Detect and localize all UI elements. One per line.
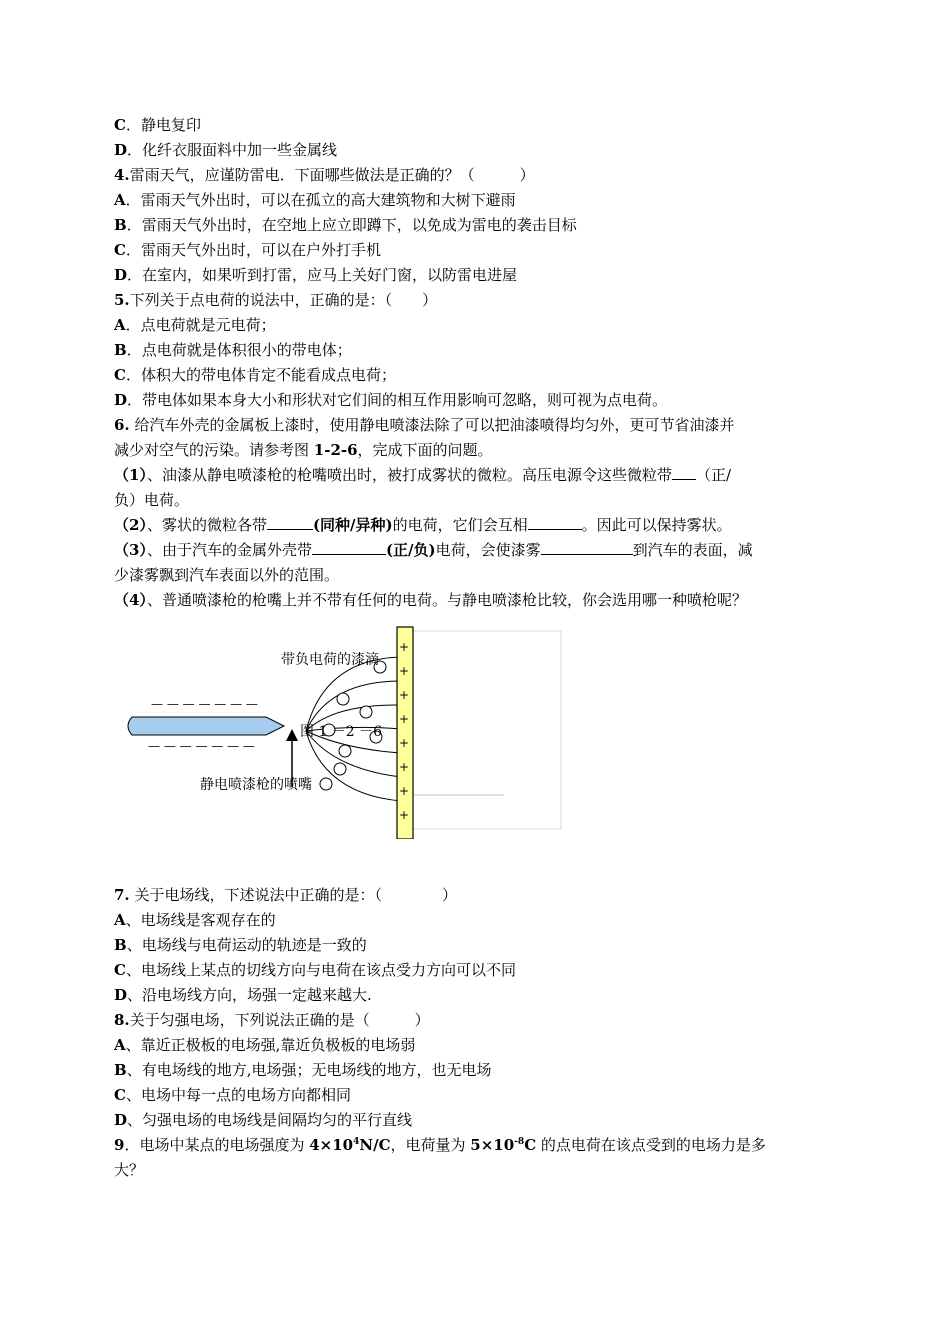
sub-question-1-cont: 负）电荷。: [114, 491, 190, 509]
plate-sign: +: [399, 736, 410, 750]
plate-sign: +: [399, 760, 410, 774]
question-stem: 6. 给汽车外壳的金属板上漆时，使用静电喷漆法除了可以把油漆喷得均匀外，更可节省油漆并: [114, 416, 735, 434]
sub-question-3-cont: 少漆雾飘到汽车表面以外的范围。: [114, 566, 340, 584]
sub-question-2: （2）、雾状的微粒各带 (同种/异种)的电荷，它们会互相 。因此可以保持雾状。: [114, 516, 732, 534]
nozzle-arrow-head: [286, 729, 298, 741]
spray-gun-figure: [114, 619, 814, 849]
sub-question-1: （1）、油漆从静电喷漆枪的枪嘴喷出时，被打成雾状的微粒。高压电源令这些微粒带 （正/: [114, 466, 732, 484]
car-body-outline: [409, 631, 561, 829]
question-9-cont: 大？: [114, 1161, 145, 1179]
question-6: [114, 413, 814, 849]
option-line: A、电场线是客观存在的: [114, 911, 276, 929]
answer-blank[interactable]: [541, 540, 633, 555]
plate-sign: +: [399, 712, 410, 726]
plate-sign: +: [399, 664, 410, 678]
plate-sign: +: [399, 688, 410, 702]
option-line: A．雷雨天气外出时，可以在孤立的高大建筑物和大树下避雨: [114, 191, 516, 209]
plate-sign: +: [399, 784, 410, 798]
question-stem: 8.关于匀强电场，下列说法正确的是（ ）: [114, 1011, 430, 1029]
spray-gun-body: [128, 717, 284, 735]
question-block-top: [114, 113, 814, 413]
answer-blank[interactable]: [528, 515, 582, 530]
question-stem: 7. 关于电场线，下述说法中正确的是：（ ）: [114, 886, 457, 904]
question-9: 9．电场中某点的电场强度为 $4\times 10^4N/C$，电荷量为 $5\times 10^{-8}C$ 的点电荷在该点受到的电场力是多: [114, 1136, 766, 1154]
negative-charge-row-bottom: — — — — — — —: [148, 739, 255, 753]
sub-question-4: （4）、普通喷漆枪的枪嘴上并不带有任何的电荷。与静电喷漆枪比较，你会选用哪一种喷枪呢？: [114, 591, 747, 609]
answer-blank[interactable]: [672, 465, 696, 480]
option-line: D．在室内，如果听到打雷，应马上关好门窗，以防雷电进屋: [114, 266, 518, 284]
question-stem-cont: 减少对空气的污染。请参考图 1-2-6，完成下面的问题。: [114, 441, 493, 459]
option-line: C．静电复印: [114, 116, 201, 134]
question-stem: 4.雷雨天气，应谨防雷电．下面哪些做法是正确的？（ ）: [114, 166, 535, 184]
negative-charge-row-top: — — — — — — —: [151, 697, 258, 711]
option-line: D、沿电场线方向，场强一定越来越大.: [114, 986, 372, 1004]
paint-droplet-label: 带负电荷的漆滴: [281, 652, 379, 668]
option-line: A、靠近正极板的电场强,靠近负极板的电场弱: [114, 1036, 416, 1054]
answer-blank[interactable]: [267, 515, 313, 530]
question-block-bottom: [114, 883, 814, 1183]
option-line: C、电场中每一点的电场方向都相同: [114, 1086, 351, 1104]
option-line: B、有电场线的地方,电场强；无电场线的地方，也无电场: [114, 1061, 492, 1079]
answer-blank[interactable]: [312, 540, 386, 555]
option-line: C．体积大的带电体肯定不能看成点电荷；: [114, 366, 396, 384]
option-line: D、匀强电场的电场线是间隔均匀的平行直线: [114, 1111, 413, 1129]
sub-question-3: （3）、由于汽车的金属外壳带 (正/负)电荷，会使漆雾 到汽车的表面，减: [114, 541, 753, 559]
plate-sign: +: [399, 640, 410, 654]
option-line: D．带电体如果本身大小和形状对它们间的相互作用影响可忽略，则可视为点电荷。: [114, 391, 668, 409]
option-line: C、电场线上某点的切线方向与电荷在该点受力方向可以不同: [114, 961, 516, 979]
figure-caption: 图 1 －2 －6: [300, 724, 383, 740]
option-line: C．雷雨天气外出时，可以在户外打手机: [114, 241, 381, 259]
option-line: B．雷雨天气外出时，在空地上应立即蹲下，以免成为雷电的袭击目标: [114, 216, 577, 234]
question-stem: 5.下列关于点电荷的说法中，正确的是：（ ）: [114, 291, 438, 309]
option-line: B、电场线与电荷运动的轨迹是一致的: [114, 936, 367, 954]
plate-sign: +: [399, 808, 410, 822]
option-line: A．点电荷就是元电荷；: [114, 316, 276, 334]
option-line: B．点电荷就是体积很小的带电体；: [114, 341, 352, 359]
nozzle-label: 静电喷漆枪的喷嘴: [200, 777, 312, 793]
option-line: D．化纤衣服面料中加一些金属线: [114, 141, 338, 159]
document-page: [114, 113, 814, 1183]
